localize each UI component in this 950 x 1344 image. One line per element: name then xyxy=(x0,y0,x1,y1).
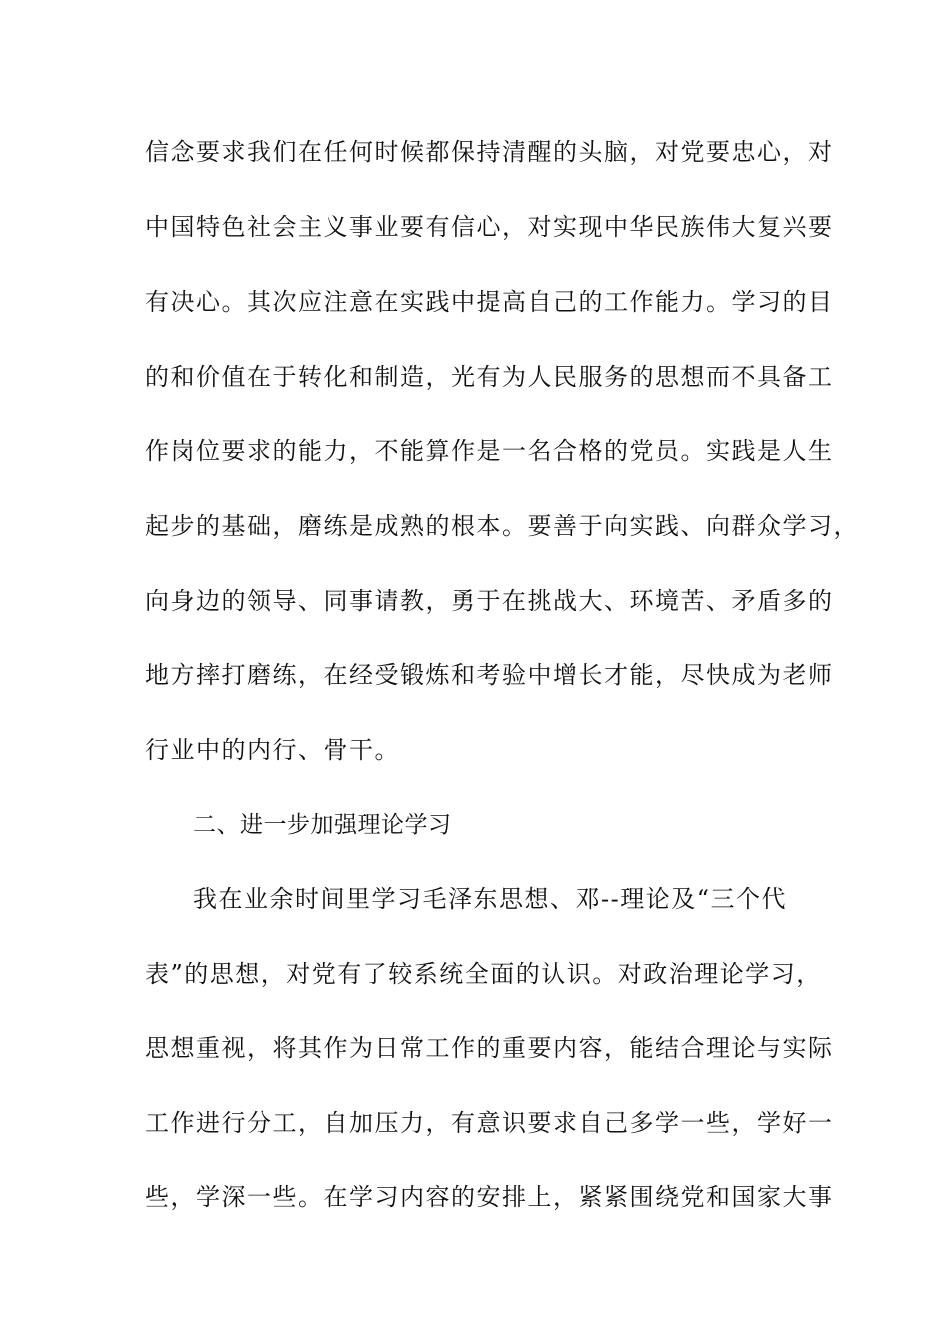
section-heading: 二、进一步加强理论学习 xyxy=(193,812,452,838)
paragraph-line: 起步的基础，磨练是成熟的根本。要善于向实践、向群众学习， xyxy=(145,512,859,540)
paragraph-line: 作岗位要求的能力，不能算作是一名合格的党员。实践是人生 xyxy=(145,437,834,465)
paragraph-line: 地方摔打磨练，在经受锻炼和考验中增长才能，尽快成为老师 xyxy=(145,661,834,689)
paragraph-line: 向身边的领导、同事请教，勇于在挑战大、环境苦、矛盾多的 xyxy=(145,587,834,615)
paragraph-line: 些，学深一些。在学习内容的安排上，紧紧围绕党和国家大事 xyxy=(145,1183,834,1211)
paragraph-line: 思想重视，将其作为日常工作的重要内容，能结合理论与实际 xyxy=(145,1034,834,1062)
paragraph-line: 工作进行分工，自加压力，有意识要求自己多学一些，学好一 xyxy=(145,1109,834,1137)
paragraph-line: 行业中的内行、骨干。 xyxy=(145,736,400,764)
paragraph-line: 有决心。其次应注意在实践中提高自己的工作能力。学习的目 xyxy=(145,288,834,316)
paragraph-line: 的和价值在于转化和制造，光有为人民服务的思想而不具备工 xyxy=(145,363,834,391)
paragraph-line: 我在业余时间里学习毛泽东思想、邓--理论及“三个代 xyxy=(193,885,787,913)
paragraph-line: 信念要求我们在任何时候都保持清醒的头脑，对党要忠心，对 xyxy=(145,138,834,166)
paragraph-line: 表”的思想，对党有了较系统全面的认识。对政治理论学习， xyxy=(145,960,822,988)
paragraph-line: 中国特色社会主义事业要有信心，对实现中华民族伟大复兴要 xyxy=(145,213,834,241)
